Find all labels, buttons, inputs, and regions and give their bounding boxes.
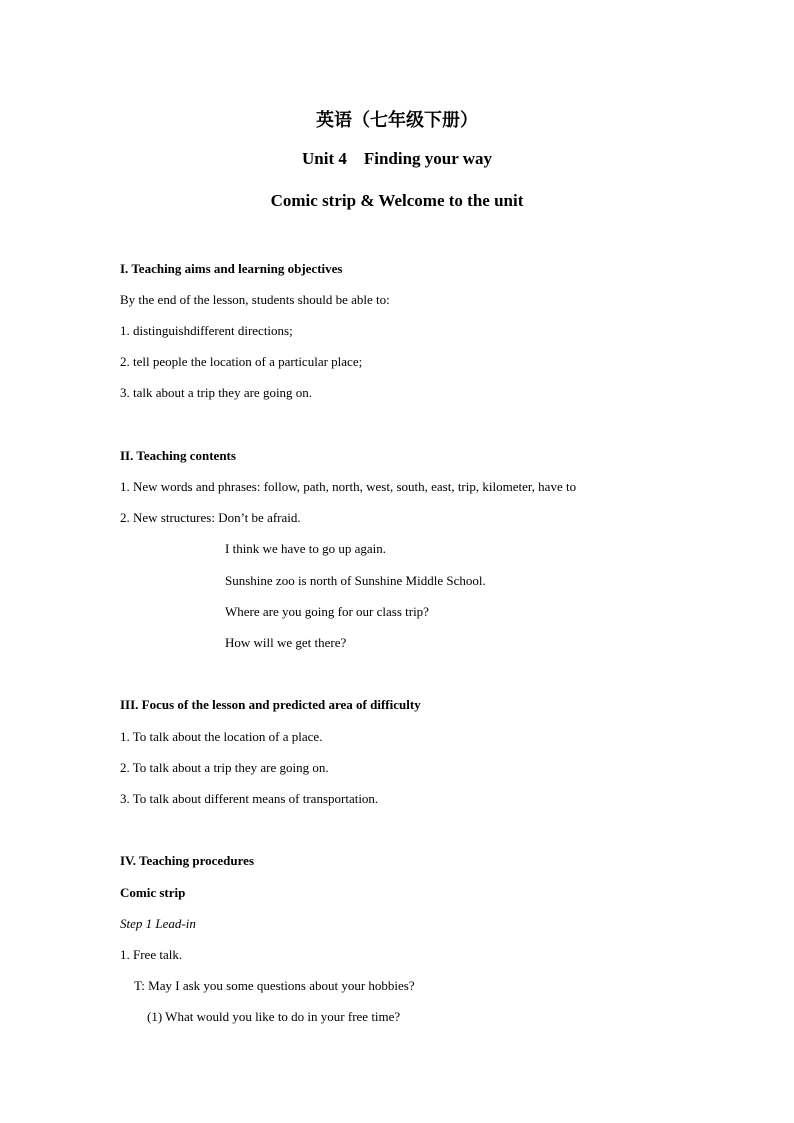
aims-item: 3. talk about a trip they are going on. (120, 385, 313, 400)
aims-intro: By the end of the lesson, students should be able to: (120, 292, 390, 307)
contents-item: 1. New words and phrases: follow, path, north, west, south, east, trip, kilometer, have to (120, 479, 577, 494)
structure-line: I think we have to go up again. (225, 541, 387, 556)
aims-item: 1. distinguishdifferent directions; (120, 323, 293, 338)
aims-item: 2. tell people the location of a particular place; (120, 354, 363, 369)
structure-line: Where are you going for our class trip? (225, 604, 429, 619)
section-heading-aims: I. Teaching aims and learning objectives (120, 261, 343, 276)
lesson-title: Comic strip & Welcome to the unit (270, 191, 524, 210)
contents-item: 2. New structures: Don’t be afraid. (120, 510, 301, 525)
step-label: Step 1 Lead-in (120, 916, 196, 931)
procedure-item: 1. Free talk. (120, 947, 183, 962)
section-heading-contents: II. Teaching contents (120, 448, 236, 463)
focus-item: 2. To talk about a trip they are going on. (120, 760, 329, 775)
question-line: (1) What would you like to do in your free time? (147, 1009, 401, 1024)
teacher-line: T: May I ask you some questions about your hobbies? (134, 978, 415, 993)
section-heading-focus: III. Focus of the lesson and predicted area of difficulty (120, 697, 421, 712)
unit-title: Unit 4 Finding your way (301, 149, 493, 168)
procedures-subheading: Comic strip (120, 885, 186, 900)
structure-line: Sunshine zoo is north of Sunshine Middle School. (225, 573, 486, 588)
section-heading-procedures: IV. Teaching procedures (120, 853, 255, 868)
structure-line: How will we get there? (225, 635, 347, 650)
focus-item: 1. To talk about the location of a place. (120, 729, 323, 744)
subject-title: 英语（七年级下册） (316, 110, 478, 131)
focus-item: 3. To talk about different means of transportation. (120, 791, 379, 806)
